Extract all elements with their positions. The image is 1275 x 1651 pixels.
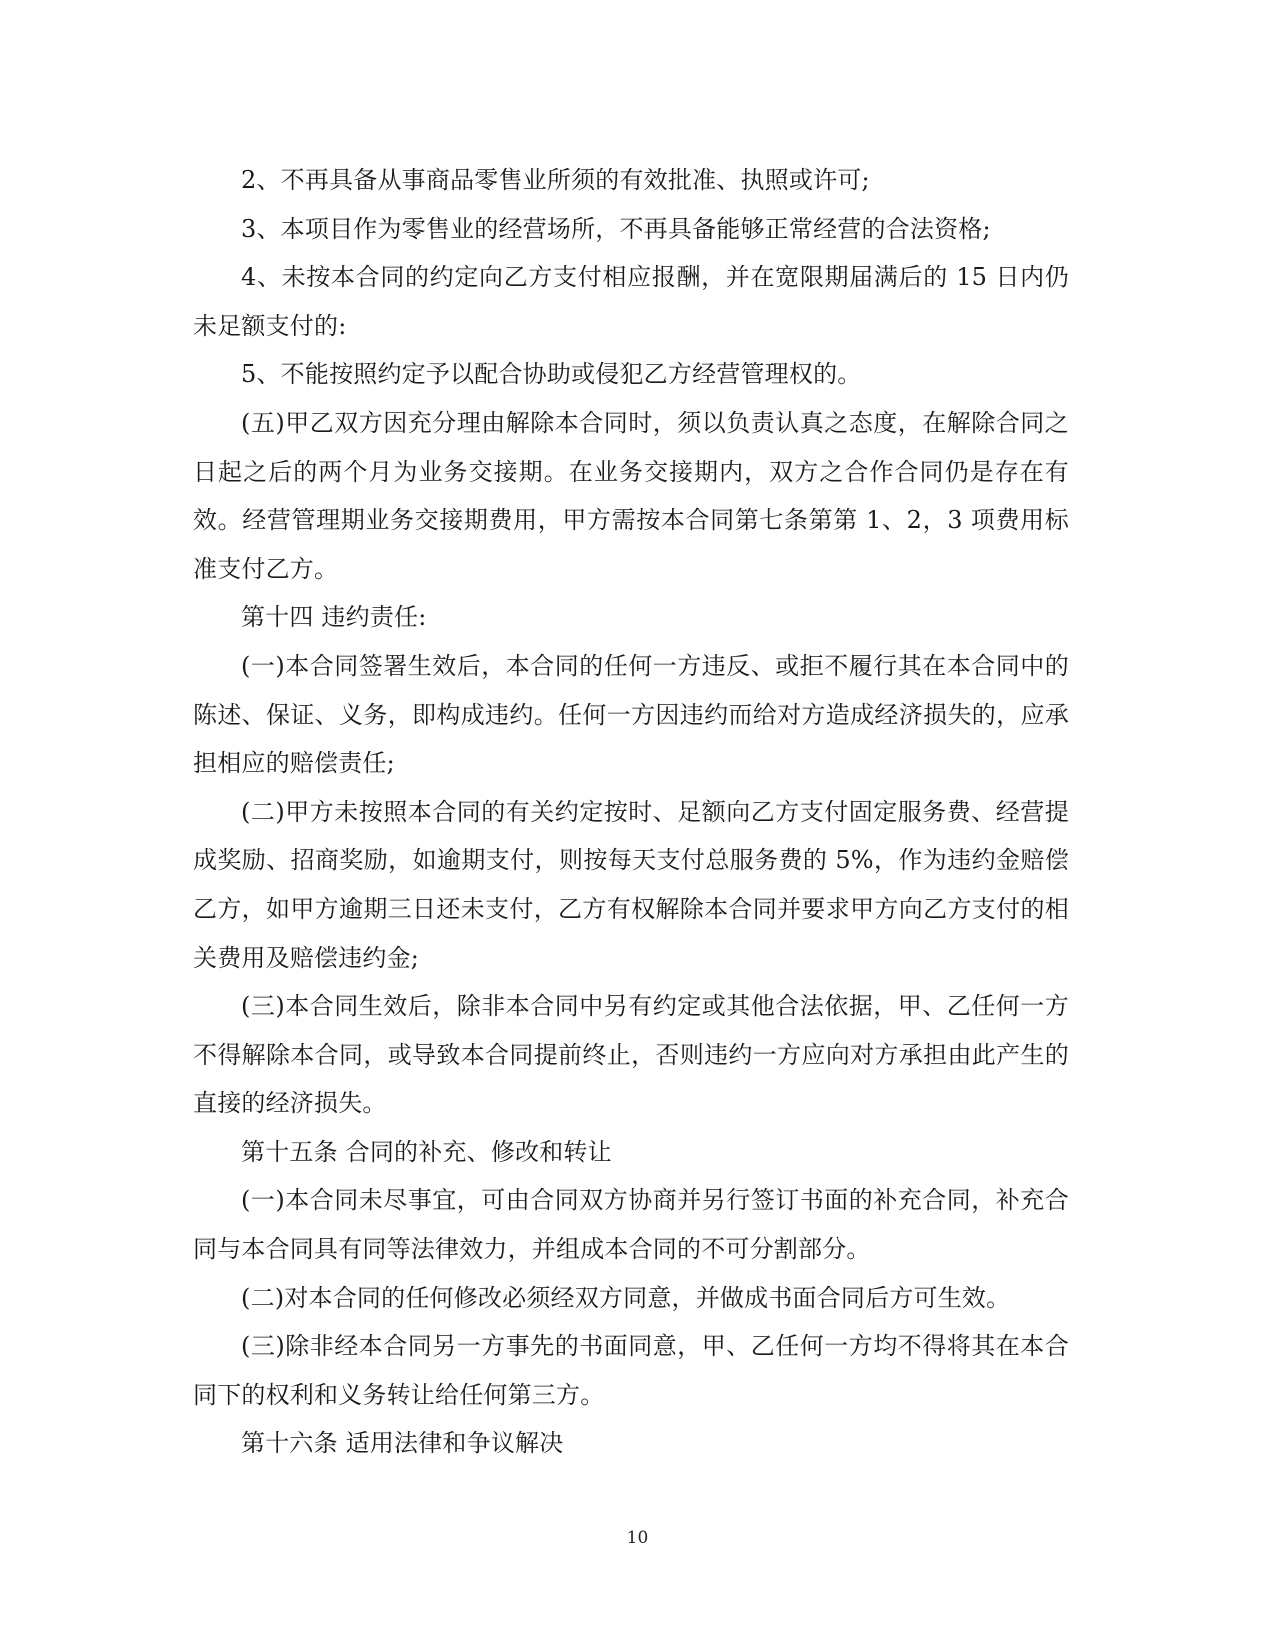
clause-five-termination: (五)甲乙双方因充分理由解除本合同时，须以负责认真之态度，在解除合同之日起之后的两个月为业务交接期。在业务交接期内，双方之合作合同仍是存在有效。经营管理期业务交接期费用，甲方需按本合同第七条第第 1、2，3 项费用标准支付乙方。 [193, 408, 1069, 583]
clause-item-5: 5、不能按照约定予以配合协助或侵犯乙方经营管理权的。 [241, 360, 862, 389]
clause-item-3: 3、本项目作为零售业的经营场所，不再具备能够正常经营的合法资格; [241, 214, 991, 243]
document-body [193, 156, 1069, 1468]
section-heading-14: 第十四 违约责任: [241, 603, 427, 632]
amendment-clause-1: (一)本合同未尽事宜，可由合同双方协商并另行签订书面的补充合同，补充合同与本合同具有同等法律效力，并组成本合同的不可分割部分。 [193, 1186, 1069, 1264]
section-heading-16: 第十六条 适用法律和争议解决 [241, 1429, 564, 1458]
liability-clause-2: (二)甲方未按照本合同的有关约定按时、足额向乙方支付固定服务费、经营提成奖励、招商奖励，如逾期支付，则按每天支付总服务费的 5%，作为违约金赔偿乙方，如甲方逾期三日还未支付，乙方有权解除本合同并要求甲方向乙方支付的相关费用及赔偿违约金; [193, 797, 1069, 972]
clause-item-4: 4、未按本合同的约定向乙方支付相应报酬，并在宽限期届满后的 15 日内仍未足额支付的: [193, 263, 1069, 340]
clause-item-2: 2、不再具备从事商品零售业所须的有效批准、执照或许可; [241, 166, 870, 194]
page-number: 10 [626, 1528, 649, 1548]
liability-clause-1: (一)本合同签署生效后，本合同的任何一方违反、或拒不履行其在本合同中的陈述、保证、义务，即构成违约。任何一方因违约而给对方造成经济损失的，应承担相应的赔偿责任; [193, 651, 1069, 778]
amendment-clause-3: (三)除非经本合同另一方事先的书面同意，甲、乙任何一方均不得将其在本合同下的权利和义务转让给任何第三方。 [193, 1332, 1069, 1409]
liability-clause-3: (三)本合同生效后，除非本合同中另有约定或其他合法依据，甲、乙任何一方不得解除本合同，或导致本合同提前终止，否则违约一方应向对方承担由此产生的直接的经济损失。 [193, 992, 1069, 1118]
amendment-clause-2: (二)对本合同的任何修改必须经双方同意，并做成书面合同后方可生效。 [241, 1283, 1011, 1312]
section-heading-15: 第十五条 合同的补充、修改和转让 [241, 1137, 612, 1166]
